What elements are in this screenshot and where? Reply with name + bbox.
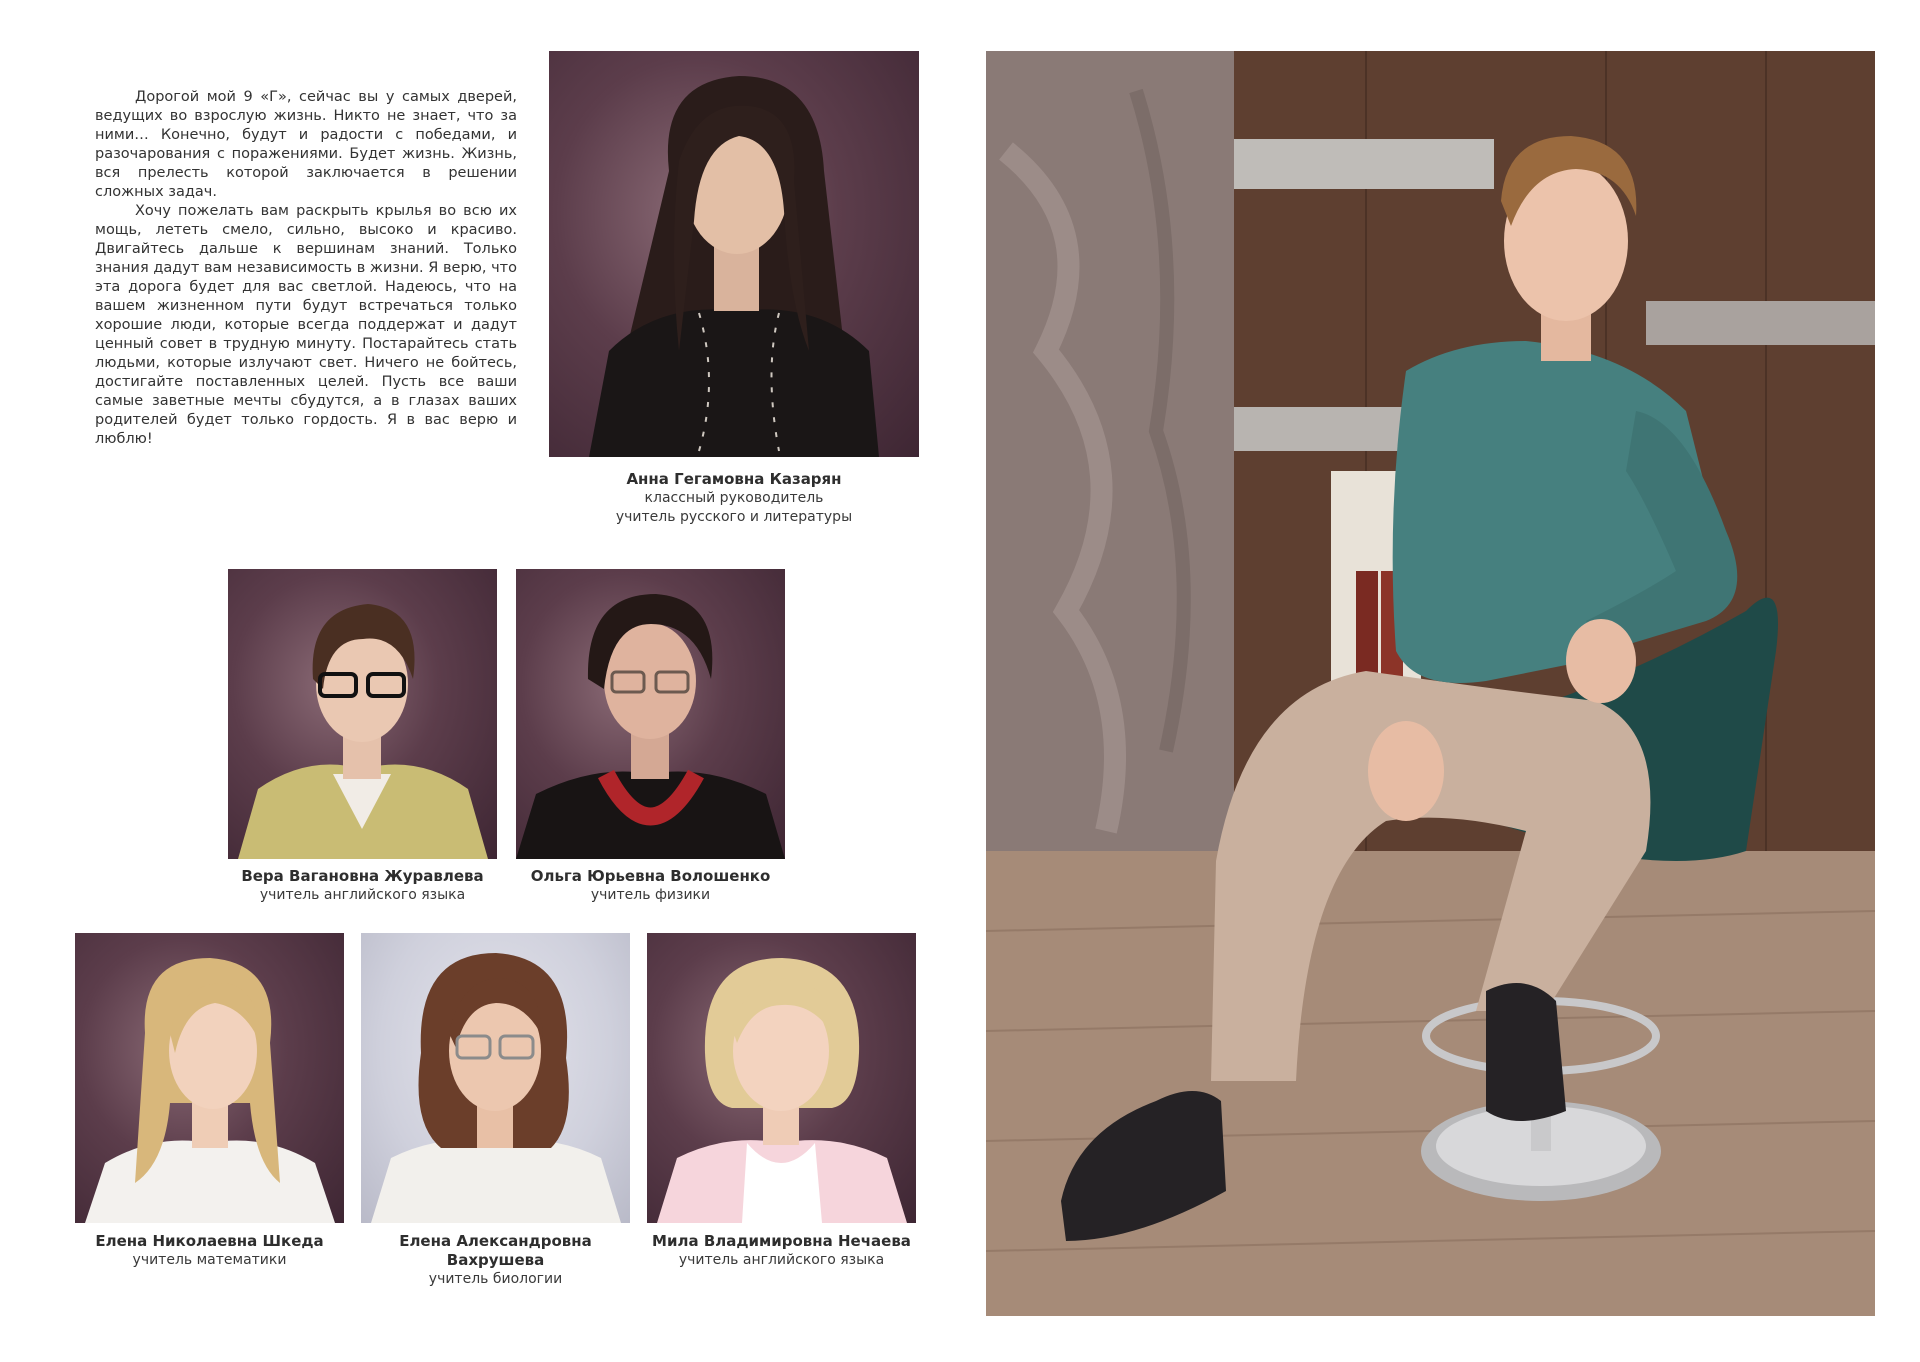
student-photo bbox=[986, 51, 1875, 1316]
teacher-name-2: Ольга Юрьевна Волошенко bbox=[530, 867, 771, 885]
teacher-photo-1 bbox=[228, 569, 497, 859]
teacher-letter bbox=[95, 88, 517, 449]
head-teacher-name: Анна Гегамовна Казарян bbox=[626, 470, 842, 488]
head-teacher-role-2: учитель русского и литературы bbox=[615, 509, 853, 525]
teacher-role-2: учитель физики bbox=[590, 887, 711, 903]
head-teacher-caption bbox=[549, 470, 919, 527]
head-teacher-photo bbox=[549, 51, 919, 457]
teacher-photo-5 bbox=[647, 933, 916, 1223]
teacher-photo-4 bbox=[361, 933, 630, 1223]
letter-paragraph-2: Хочу пожелать вам раскрыть крылья во всю их мощь, лететь смело, сильно, высоко и красиво. Двигайтесь дальше к вершинам знаний. Только знания дадут вам независимость в жизни. Я верю, что эта дорога будет для вас светлой. Надеюсь, что на вашем жизненном пути будут встречаться только хорошие люди, которые всегда поддержат и дадут ценный совет в трудную минуту. Постарайтесь стать людьми, которые излучают свет. Ничего не бойтесь, достигайте поставленных целей. Пусть все ваши самые заветные мечты сбудутся, а в глазах ваших родителей будет только гордость. Я в вас верю и люблю! bbox=[95, 203, 517, 447]
teacher-name-5: Мила Владимировна Нечаева bbox=[652, 1232, 911, 1250]
teacher-photo-3 bbox=[75, 933, 344, 1223]
teacher-caption-3 bbox=[65, 1232, 354, 1270]
teacher-caption-4 bbox=[351, 1232, 640, 1289]
teacher-role-3: учитель математики bbox=[132, 1252, 287, 1268]
teacher-name-1: Вера Вагановна Журавлева bbox=[241, 867, 484, 885]
teacher-role-1: учитель английского языка bbox=[259, 887, 466, 903]
head-teacher-role-1: классный руководитель bbox=[644, 490, 824, 506]
teacher-photo-2 bbox=[516, 569, 785, 859]
teacher-role-4: учитель биологии bbox=[428, 1271, 563, 1287]
teacher-role-5: учитель английского языка bbox=[678, 1252, 885, 1268]
teacher-caption-2 bbox=[516, 867, 785, 905]
letter-paragraph-1: Дорогой мой 9 «Г», сейчас вы у самых дверей, ведущих во взрослую жизнь. Никто не знает, что за ними… Конечно, будут и радости с победами, и разочарования с поражениями. Будет жизнь. Жизнь, вся прелесть которой заключается в решении сложных задач. bbox=[95, 89, 517, 200]
teacher-caption-1 bbox=[228, 867, 497, 905]
teacher-name-3: Елена Николаевна Шкеда bbox=[95, 1232, 324, 1250]
teacher-name-4: Елена Александровна Вахрушева bbox=[399, 1232, 592, 1269]
teacher-caption-5 bbox=[637, 1232, 926, 1270]
